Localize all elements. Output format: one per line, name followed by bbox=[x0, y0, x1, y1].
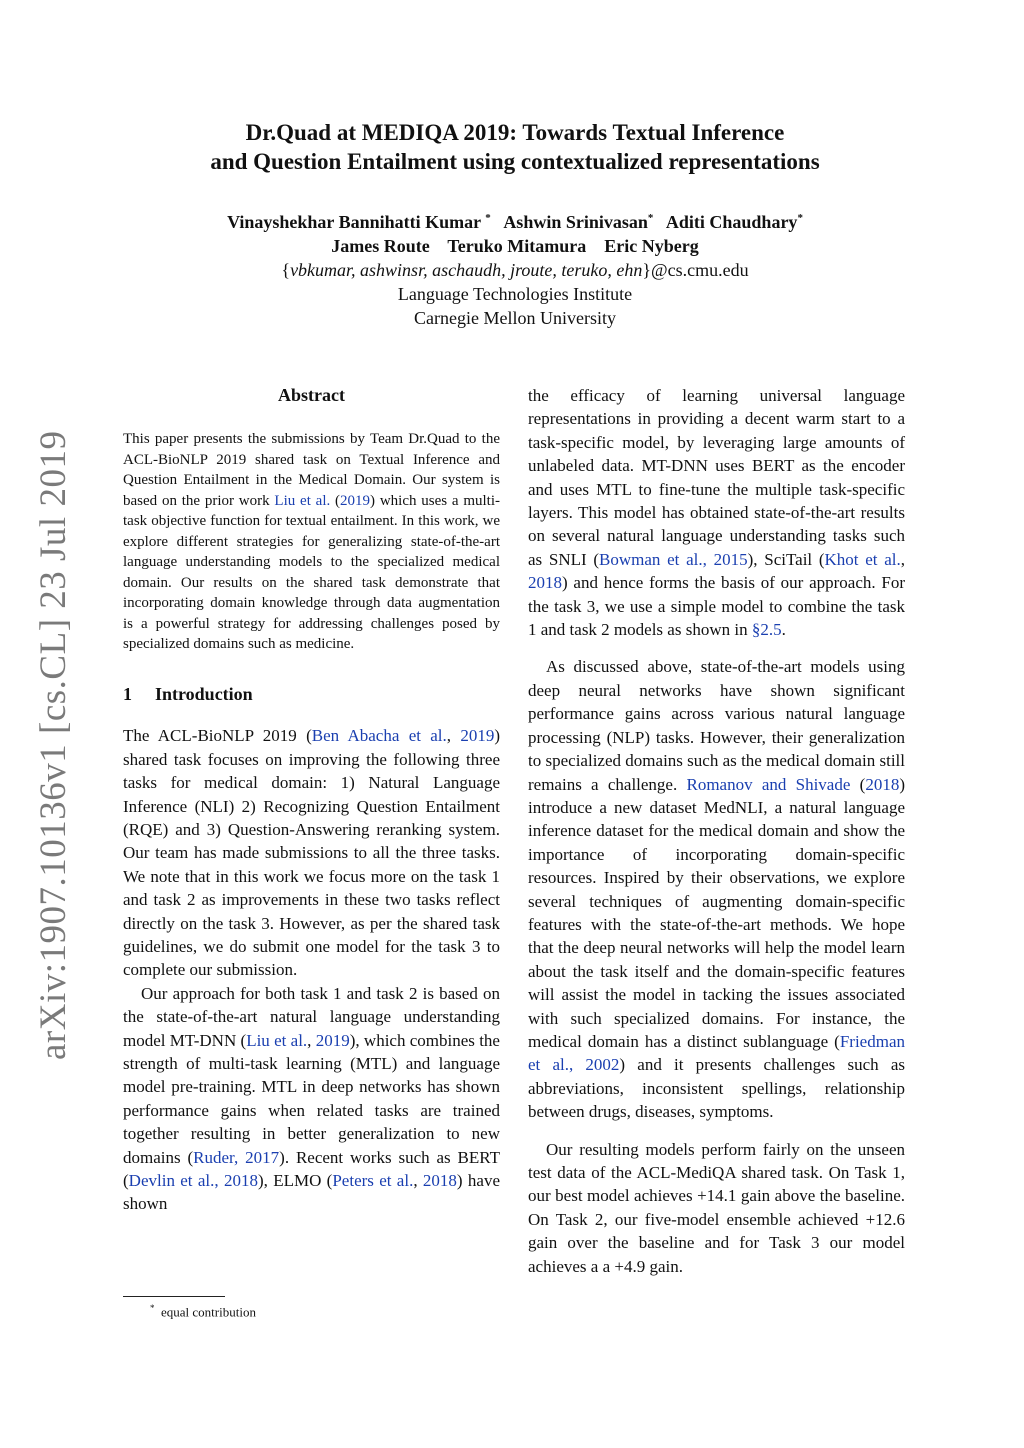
footnote bbox=[150, 1300, 256, 1320]
body-text: The ACL-BioNLP 2019 ( bbox=[123, 726, 312, 746]
citation-link[interactable]: Devlin et al., 2018 bbox=[128, 1171, 258, 1191]
footnote-mark: * bbox=[150, 1303, 155, 1313]
body-text: , bbox=[413, 1171, 423, 1191]
body-text: ) introduce a new dataset MedNLI, a natural language inference dataset for the medical domain and show the importance of incorporating domain-specific resources. Inspired by their observations, we explore several techniques of augmenting domain-specific features with the state-of-the-art methods. We hope that the deep neural networks will help the model learn about the task itself and the domain-specific features will assist the model in tacking the issues associated with such specialized domains. For instance, the medical domain has a distinct sublanguage ( bbox=[528, 774, 905, 1051]
abstract-text: This paper presents the submissions by Team Dr.Quad to the ACL-BioNLP 2019 shared task on Textual Inference and Question Entailment in the Medical Domain. Our system is based on the prior work bbox=[123, 431, 500, 509]
footnote-rule bbox=[123, 1296, 225, 1297]
body-text: ), which combines the strength of multi-task learning (MTL) and language model pre-training. MTL in deep networks has shown performance gains when related tasks are trained together resulting in better generalization to new domains ( bbox=[123, 1030, 500, 1167]
title-line-2: and Question Entailment using contextualized representations bbox=[210, 149, 820, 174]
body-text: ). Recent works such as BERT ( bbox=[123, 1147, 500, 1191]
left-column bbox=[123, 384, 500, 1216]
body-text: ) have shown bbox=[123, 1171, 500, 1214]
intro-paragraph-2 bbox=[123, 982, 500, 1216]
paragraph-gap bbox=[528, 641, 905, 655]
section-title: Introduction bbox=[155, 683, 253, 704]
citation-link[interactable]: Ben Abacha et al. bbox=[311, 726, 447, 746]
citation-link[interactable]: 2019 bbox=[340, 492, 371, 509]
arxiv-identifier: arXiv:1907.10136v1 [cs.CL] 23 Jul 2019 bbox=[33, 430, 74, 1060]
citation-link[interactable]: Khot et al. bbox=[824, 549, 901, 569]
body-text: ) and it presents challenges such as abbreviations, inconsistent spellings, relationship between drugs, diseases, symptoms. bbox=[528, 1055, 905, 1122]
author-block bbox=[130, 206, 900, 330]
section-heading-introduction bbox=[123, 683, 500, 706]
body-text: ( bbox=[850, 774, 866, 794]
citation-link[interactable]: Ruder, 2017 bbox=[193, 1147, 280, 1167]
author-kumar: Vinayshekhar Bannihatti Kumar bbox=[227, 212, 481, 232]
right-paragraph-1 bbox=[528, 384, 905, 641]
intro-paragraph-1 bbox=[123, 724, 500, 981]
paragraph-gap bbox=[528, 1124, 905, 1138]
right-paragraph-3: Our resulting models perform fairly on the unseen test data of the ACL-MediQA shared task. On Task 1, our best model achieves +14.1 gain above the baseline. On Task 2, our five-model ensemble achieved +12.6 gain over the baseline and for Task 3 our model achieves a a +4.9 gain. bbox=[528, 1139, 905, 1276]
body-text: , bbox=[446, 726, 461, 746]
right-paragraph-2 bbox=[528, 655, 905, 1123]
body-text: , bbox=[307, 1030, 316, 1050]
citation-link[interactable]: 2018 bbox=[528, 573, 562, 593]
body-text: , bbox=[900, 549, 905, 569]
body-text: As discussed above, state-of-the-art models using deep neural networks have shown significant performance gains across various natural language processing (NLP) tasks. However, their generalization to specialized domains such as the medical domain still remains a challenge. bbox=[528, 657, 905, 794]
abstract-heading: Abstract bbox=[278, 385, 345, 405]
affiliation-university: Carnegie Mellon University bbox=[414, 308, 616, 328]
equal-contrib-mark: * bbox=[797, 212, 803, 224]
citation-link[interactable]: Liu et al. bbox=[274, 492, 331, 509]
email-close-brace: } bbox=[642, 260, 652, 280]
author-chaudhary: Aditi Chaudhary bbox=[665, 212, 798, 232]
body-text: the efficacy of learning universal language representations in providing a decent warm start to a task-specific model, by leveraging large amounts of unlabeled data. MT-DNN uses BERT as the encoder and uses MTL to fine-tune the multiple task-specific layers. This model has obtained state-of-the-art results on several natural language understanding tasks such as SNLI ( bbox=[528, 386, 905, 569]
email-domain: @cs.cmu.edu bbox=[651, 260, 749, 280]
citation-link[interactable]: Romanov and Shivade bbox=[686, 774, 851, 794]
citation-link[interactable]: 2019 bbox=[315, 1030, 350, 1050]
body-text: ), SciTail ( bbox=[747, 549, 825, 569]
abstract-body bbox=[123, 429, 500, 655]
body-text: Our approach for both task 1 and task 2 is based on the state-of-the-art natural language understanding model MT-DNN ( bbox=[123, 983, 500, 1050]
paper-title bbox=[130, 118, 900, 176]
footnote-text: equal contribution bbox=[161, 1304, 256, 1320]
equal-contrib-mark: * bbox=[647, 212, 654, 224]
body-text: ) and hence forms the basis of our approach. For the task 3, we use a simple model to combine the task 1 and task 2 models as shown in bbox=[528, 573, 905, 640]
body-text: ) shared task focuses on improving the following three tasks for medical domain: 1) Natural Language Inference (NLI) 2) Recognizing Question Entailment (RQE) and 3) Question-Answering reranking system. Our team has made submissions to all the three tasks. We note that in this work we focus more on the task 1 and task 2 as improvements in these two tasks reflect directly on the task 3. However, as per the shared task guidelines, we do submit one model for the task 3 to complete our submission. bbox=[123, 726, 500, 980]
section-reference-link[interactable]: §2.5 bbox=[751, 620, 782, 640]
citation-link[interactable]: 2019 bbox=[460, 726, 495, 746]
equal-contrib-mark: * bbox=[485, 212, 491, 224]
authors-line-2: James Route Teruko Mitamura Eric Nyberg bbox=[331, 236, 699, 256]
citation-link[interactable]: 2018 bbox=[865, 774, 900, 794]
right-column bbox=[528, 384, 905, 1278]
authors-line-1 bbox=[130, 206, 900, 234]
citation-link[interactable]: Friedman et al., 2002 bbox=[528, 1031, 905, 1075]
citation-link[interactable]: Bowman et al., 2015 bbox=[599, 549, 748, 569]
citation-link[interactable]: 2018 bbox=[422, 1171, 457, 1191]
email-open-brace: { bbox=[281, 260, 291, 280]
email-users: vbkumar, ashwinsr, aschaudh, jroute, teruko, ehn bbox=[290, 260, 643, 280]
body-text: ), ELMO ( bbox=[257, 1171, 333, 1191]
author-srinivasan: Ashwin Srinivasan bbox=[503, 212, 648, 232]
abstract-text: ) which uses a multi-task objective function for textual entailment. In this work, we explore different strategies for generalizing state-of-the-art language understanding models to the specialized medical domain. Our results on the shared task demonstrate that incorporating domain knowledge through data augmentation is a powerful strategy for addressing challenges posed by specialized domains such as medicine. bbox=[123, 492, 501, 653]
citation-link[interactable]: Peters et al. bbox=[332, 1171, 414, 1191]
body-text: . bbox=[781, 620, 786, 640]
citation-link[interactable]: Liu et al. bbox=[246, 1030, 308, 1050]
abstract-text: ( bbox=[330, 492, 341, 509]
title-line-1: Dr.Quad at MEDIQA 2019: Towards Textual Inference bbox=[245, 120, 785, 145]
section-number: 1 bbox=[123, 683, 132, 704]
affiliation-institute: Language Technologies Institute bbox=[397, 284, 633, 304]
author-emails bbox=[130, 258, 900, 282]
